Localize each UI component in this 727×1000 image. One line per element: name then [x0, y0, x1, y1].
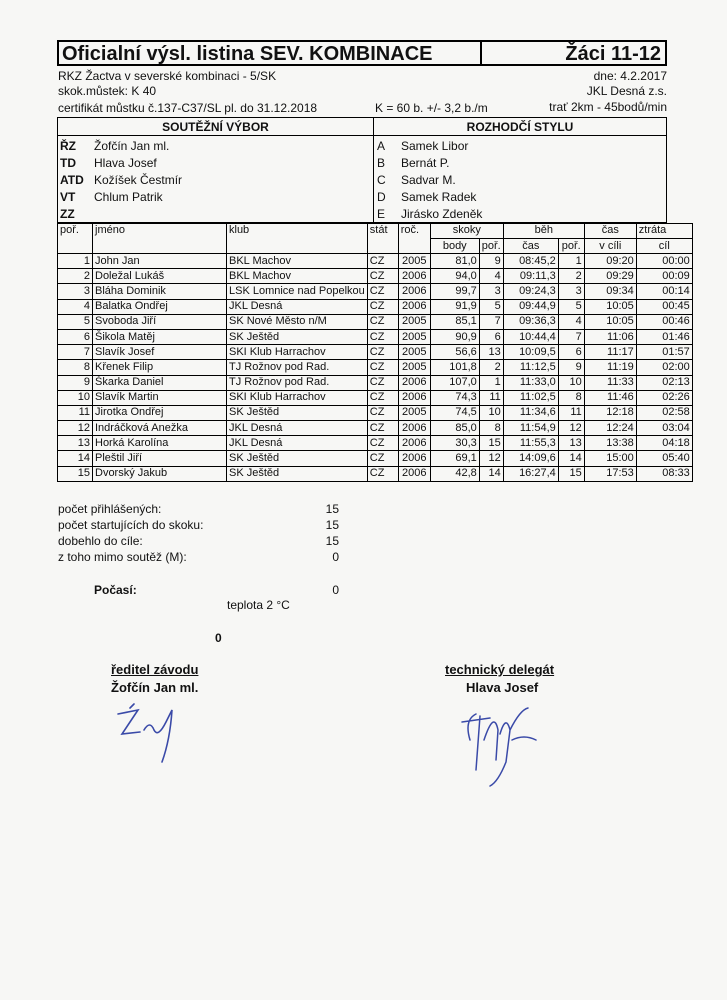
col-rank: poř. [58, 224, 93, 254]
birth-year: 2006 [398, 299, 430, 314]
col-loss: ztráta [636, 224, 692, 239]
finish-time: 09:29 [584, 269, 636, 284]
judges-title: ROZHODČÍ STYLU [374, 118, 666, 136]
committee-title: SOUTĚŽNÍ VÝBOR [58, 118, 373, 136]
athlete-club: TJ Rožnov pod Rad. [227, 375, 368, 390]
run-time: 09:24,3 [503, 284, 558, 299]
run-time: 09:11,3 [503, 269, 558, 284]
time-loss: 01:46 [636, 329, 692, 344]
athlete-club: BKL Machov [227, 254, 368, 269]
result-rank: 5 [58, 314, 93, 329]
time-loss: 04:18 [636, 436, 692, 451]
official-row: ZZ [60, 207, 75, 221]
run-rank: 15 [558, 466, 584, 481]
time-loss: 00:46 [636, 314, 692, 329]
athlete-club: JKL Desná [227, 421, 368, 436]
time-loss: 00:45 [636, 299, 692, 314]
result-rank: 2 [58, 269, 93, 284]
jump-points: 101,8 [430, 360, 479, 375]
run-rank: 13 [558, 436, 584, 451]
director-title: ředitel závodu [111, 662, 199, 677]
jump-rank: 15 [479, 436, 503, 451]
jump-points: 94,0 [430, 269, 479, 284]
result-rank: 8 [58, 360, 93, 375]
col-year: roč. [398, 224, 430, 254]
jump-points: 81,0 [430, 254, 479, 269]
run-rank: 9 [558, 360, 584, 375]
jump-points: 85,1 [430, 314, 479, 329]
athlete-club: JKL Desná [227, 299, 368, 314]
weather-label: Počasí: [94, 583, 137, 597]
table-row [58, 375, 693, 390]
table-row [58, 421, 693, 436]
athlete-club: JKL Desná [227, 436, 368, 451]
col-run-time: čas [503, 239, 558, 254]
jump-rank: 4 [479, 269, 503, 284]
col-points: body [430, 239, 479, 254]
time-loss: 00:14 [636, 284, 692, 299]
athlete-state: CZ [367, 466, 398, 481]
run-time: 09:36,3 [503, 314, 558, 329]
athlete-club: TJ Rožnov pod Rad. [227, 360, 368, 375]
official-row: TD Hlava Josef [60, 156, 157, 170]
outside-label: z toho mimo soutěž (M): [58, 550, 187, 564]
jump-rank: 10 [479, 405, 503, 420]
event-date: dne: 4.2.2017 [593, 69, 667, 83]
athlete-state: CZ [367, 299, 398, 314]
athlete-state: CZ [367, 421, 398, 436]
jump-points: 99,7 [430, 284, 479, 299]
jump-points: 69,1 [430, 451, 479, 466]
certificate-info: certifikát můstku č.137-C37/SL pl. do 31.12.2018 [58, 101, 318, 115]
athlete-name: Dvorský Jakub [93, 466, 227, 481]
table-row [58, 314, 693, 329]
run-time: 08:45,2 [503, 254, 558, 269]
col-goal: cíl [636, 239, 692, 254]
birth-year: 2005 [398, 329, 430, 344]
result-rank: 3 [58, 284, 93, 299]
athlete-state: CZ [367, 314, 398, 329]
jump-points: 30,3 [430, 436, 479, 451]
table-row [58, 390, 693, 405]
finish-time: 12:18 [584, 405, 636, 420]
athlete-name: Slavík Josef [93, 345, 227, 360]
registered-value: 15 [325, 502, 339, 516]
run-rank: 12 [558, 421, 584, 436]
judge-row: E Jirásko Zdeněk [377, 207, 483, 221]
result-rank: 10 [58, 390, 93, 405]
organizer: JKL Desná z.s. [586, 84, 667, 98]
temperature: teplota 2 °C [227, 598, 290, 612]
athlete-name: Svoboda Jiří [93, 314, 227, 329]
time-loss: 02:26 [636, 390, 692, 405]
official-row: ATD Kožíšek Čestmír [60, 173, 183, 187]
finish-time: 12:24 [584, 421, 636, 436]
result-rank: 4 [58, 299, 93, 314]
outside-value: 0 [332, 550, 339, 564]
started-label: počet startujících do skoku: [58, 518, 204, 532]
jump-points: 85,0 [430, 421, 479, 436]
title-box [57, 40, 667, 66]
official-row: VT Chlum Patrik [60, 190, 163, 204]
athlete-state: CZ [367, 436, 398, 451]
athlete-name: Bláha Dominik [93, 284, 227, 299]
delegate-name: Hlava Josef [466, 680, 539, 695]
finish-time: 11:33 [584, 375, 636, 390]
run-rank: 7 [558, 329, 584, 344]
run-time: 16:27,4 [503, 466, 558, 481]
results-table [57, 223, 693, 482]
result-rank: 6 [58, 329, 93, 344]
finish-time: 15:00 [584, 451, 636, 466]
run-rank: 4 [558, 314, 584, 329]
jump-points: 74,5 [430, 405, 479, 420]
official-row: ŘZ Žofčín Jan ml. [60, 139, 170, 153]
result-rank: 12 [58, 421, 93, 436]
title-divider [480, 42, 482, 64]
col-run: běh [503, 224, 584, 239]
athlete-name: John Jan [93, 254, 227, 269]
athlete-name: Škarka Daniel [93, 375, 227, 390]
table-row [58, 436, 693, 451]
athlete-state: CZ [367, 254, 398, 269]
athlete-state: CZ [367, 390, 398, 405]
col-club: klub [227, 224, 368, 254]
run-time: 11:02,5 [503, 390, 558, 405]
jump-rank: 2 [479, 360, 503, 375]
finished-value: 15 [325, 534, 339, 548]
athlete-name: Pleštil Jiří [93, 451, 227, 466]
director-name: Žofčín Jan ml. [111, 680, 199, 695]
run-time: 11:33,0 [503, 375, 558, 390]
birth-year: 2006 [398, 390, 430, 405]
jump-points: 56,6 [430, 345, 479, 360]
run-rank: 10 [558, 375, 584, 390]
run-time: 10:44,4 [503, 329, 558, 344]
committee-box [57, 117, 667, 223]
run-rank: 3 [558, 284, 584, 299]
run-time: 11:55,3 [503, 436, 558, 451]
table-row [58, 329, 693, 344]
athlete-name: Doležal Lukáš [93, 269, 227, 284]
time-loss: 02:13 [636, 375, 692, 390]
judge-row: A Samek Libor [377, 139, 469, 153]
athlete-state: CZ [367, 451, 398, 466]
run-time: 09:44,9 [503, 299, 558, 314]
run-time: 11:12,5 [503, 360, 558, 375]
birth-year: 2006 [398, 451, 430, 466]
jump-rank: 11 [479, 390, 503, 405]
run-rank: 6 [558, 345, 584, 360]
jump-points: 42,8 [430, 466, 479, 481]
col-jump-rank: poř. [479, 239, 503, 254]
jump-rank: 1 [479, 375, 503, 390]
finished-label: dobehlo do cíle: [58, 534, 143, 548]
jump-rank: 6 [479, 329, 503, 344]
athlete-club: SK Ještěd [227, 466, 368, 481]
finish-time: 11:19 [584, 360, 636, 375]
run-rank: 11 [558, 405, 584, 420]
athlete-state: CZ [367, 375, 398, 390]
birth-year: 2005 [398, 254, 430, 269]
jump-rank: 5 [479, 299, 503, 314]
time-loss: 01:57 [636, 345, 692, 360]
time-loss: 00:09 [636, 269, 692, 284]
document-title: Oficialní výsl. listina SEV. KOMBINACE [62, 43, 433, 65]
athlete-club: LSK Lomnice nad Popelkou [227, 284, 368, 299]
table-row [58, 284, 693, 299]
run-time: 11:54,9 [503, 421, 558, 436]
birth-year: 2006 [398, 421, 430, 436]
birth-year: 2005 [398, 405, 430, 420]
time-loss: 02:00 [636, 360, 692, 375]
run-rank: 5 [558, 299, 584, 314]
table-row [58, 451, 693, 466]
athlete-name: Slavík Martin [93, 390, 227, 405]
finish-time: 11:46 [584, 390, 636, 405]
table-row [58, 466, 693, 481]
birth-year: 2006 [398, 269, 430, 284]
extra-value: 0 [215, 631, 222, 645]
jump-rank: 13 [479, 345, 503, 360]
registered-label: počet přihlášených: [58, 502, 162, 516]
athlete-state: CZ [367, 345, 398, 360]
athlete-state: CZ [367, 360, 398, 375]
col-finish: v cíli [584, 239, 636, 254]
weather-value: 0 [332, 583, 339, 597]
result-rank: 13 [58, 436, 93, 451]
run-rank: 1 [558, 254, 584, 269]
table-row [58, 269, 693, 284]
hill-info: skok.můstek: K 40 [58, 84, 157, 98]
run-time: 14:09,6 [503, 451, 558, 466]
athlete-name: Jirotka Ondřej [93, 405, 227, 420]
started-value: 15 [325, 518, 339, 532]
table-row [58, 360, 693, 375]
athlete-name: Křenek Filip [93, 360, 227, 375]
athlete-name: Horká Karolína [93, 436, 227, 451]
run-rank: 8 [558, 390, 584, 405]
finish-time: 10:05 [584, 314, 636, 329]
athlete-state: CZ [367, 269, 398, 284]
table-row [58, 405, 693, 420]
col-state: stát [367, 224, 398, 254]
judge-row: C Sadvar M. [377, 173, 456, 187]
judge-row: B Bernát P. [377, 156, 450, 170]
delegate-title: technický delegát [445, 662, 555, 677]
category-label: Žáci 11-12 [565, 43, 661, 65]
athlete-state: CZ [367, 405, 398, 420]
finish-time: 13:38 [584, 436, 636, 451]
athlete-state: CZ [367, 329, 398, 344]
jump-points: 91,9 [430, 299, 479, 314]
result-rank: 7 [58, 345, 93, 360]
birth-year: 2006 [398, 284, 430, 299]
athlete-club: SK Nové Město n/M [227, 314, 368, 329]
jump-points: 74,3 [430, 390, 479, 405]
jump-points: 107,0 [430, 375, 479, 390]
col-jumps: skoky [430, 224, 503, 239]
athlete-club: SK Ještěd [227, 329, 368, 344]
time-loss: 02:58 [636, 405, 692, 420]
run-time: 10:09,5 [503, 345, 558, 360]
time-loss: 03:04 [636, 421, 692, 436]
jump-rank: 7 [479, 314, 503, 329]
birth-year: 2006 [398, 375, 430, 390]
jump-rank: 14 [479, 466, 503, 481]
judge-row: D Samek Radek [377, 190, 477, 204]
athlete-club: SKI Klub Harrachov [227, 345, 368, 360]
points-info: K = 60 b. +/- 3,2 b./m [375, 101, 488, 115]
delegate-signature [450, 700, 550, 790]
result-rank: 14 [58, 451, 93, 466]
time-loss: 08:33 [636, 466, 692, 481]
result-rank: 11 [58, 405, 93, 420]
finish-time: 09:20 [584, 254, 636, 269]
col-time: čas [584, 224, 636, 239]
time-loss: 05:40 [636, 451, 692, 466]
athlete-name: Balatka Ondřej [93, 299, 227, 314]
table-row [58, 345, 693, 360]
col-name: jméno [93, 224, 227, 254]
finish-time: 09:34 [584, 284, 636, 299]
run-rank: 2 [558, 269, 584, 284]
table-header-row [58, 224, 693, 239]
athlete-club: SKI Klub Harrachov [227, 390, 368, 405]
birth-year: 2006 [398, 436, 430, 451]
col-run-rank: poř. [558, 239, 584, 254]
athlete-club: SK Ještěd [227, 405, 368, 420]
table-row [58, 299, 693, 314]
finish-time: 11:06 [584, 329, 636, 344]
track-info: trať 2km - 45bodů/min [549, 100, 667, 114]
birth-year: 2005 [398, 360, 430, 375]
birth-year: 2005 [398, 314, 430, 329]
result-rank: 9 [58, 375, 93, 390]
table-row [58, 254, 693, 269]
jump-rank: 8 [479, 421, 503, 436]
finish-time: 10:05 [584, 299, 636, 314]
athlete-state: CZ [367, 284, 398, 299]
run-rank: 14 [558, 451, 584, 466]
finish-time: 11:17 [584, 345, 636, 360]
athlete-club: SK Ještěd [227, 451, 368, 466]
result-rank: 1 [58, 254, 93, 269]
athlete-name: Indráčková Anežka [93, 421, 227, 436]
result-rank: 15 [58, 466, 93, 481]
jump-points: 90,9 [430, 329, 479, 344]
birth-year: 2006 [398, 466, 430, 481]
time-loss: 00:00 [636, 254, 692, 269]
athlete-club: BKL Machov [227, 269, 368, 284]
athlete-name: Šikola Matěj [93, 329, 227, 344]
finish-time: 17:53 [584, 466, 636, 481]
jump-rank: 9 [479, 254, 503, 269]
director-signature [110, 700, 190, 770]
jump-rank: 3 [479, 284, 503, 299]
event-name: RKZ Žactva v severské kombinaci - 5/SK [58, 69, 277, 83]
run-time: 11:34,6 [503, 405, 558, 420]
birth-year: 2005 [398, 345, 430, 360]
jump-rank: 12 [479, 451, 503, 466]
